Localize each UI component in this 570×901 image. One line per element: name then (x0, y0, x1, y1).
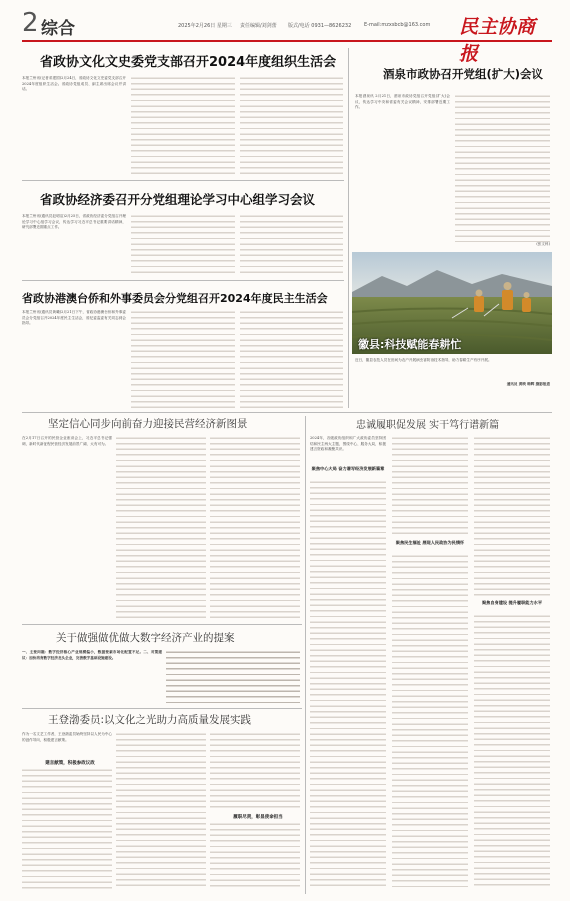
photo-spring-farming (352, 252, 552, 354)
article-7-body-col3 (210, 732, 300, 810)
article-4-body-col2 (131, 310, 235, 410)
article-3-body-col2 (455, 94, 550, 242)
article-2-title: 省政协经济委召开分党组理论学习中心组学习会议 (40, 192, 316, 207)
article-8-title: 忠诚履职促发展 实干笃行谱新篇 (356, 420, 500, 431)
article-4-body-col3 (240, 310, 343, 410)
page-number: 2 (22, 8, 39, 38)
article-1-intro: 本报兰州讯(记者邓建国)2月24日，省政协文化文史委党支部召开2024年度组织生活会。省政协党组成员、副主席出席会议并讲话。 (22, 76, 126, 92)
article-1-body-col3 (240, 76, 343, 176)
article-7-subhead-1: 建言献策，积极参政议政 (45, 761, 95, 766)
article-2-intro: 本报兰州讯(通讯员赵明洁)2月25日，省政协经济委分党组召开理论学习中心组学习会议，传达学习习近平总书记重要讲话精神，研究部署近期重点工作。 (22, 214, 126, 230)
article-8-body-col2b (392, 554, 468, 890)
masthead-rule (22, 40, 552, 42)
article-8-body-col2 (392, 436, 468, 536)
article-1-body-col2 (131, 76, 235, 176)
article-6-body-col2 (166, 650, 300, 706)
article-3-title: 酒泉市政协召开党组(扩大)会议 (383, 67, 544, 81)
article-3-byline: (张文科) (536, 242, 550, 246)
editor-line: 责任编辑/刘剑蕾 (240, 23, 277, 29)
section-title: 综合 (41, 19, 75, 39)
article-2-body-col3 (240, 214, 343, 276)
article-2-body-col2 (131, 214, 235, 276)
article-7-body-col1 (22, 768, 112, 890)
article-8-intro: 2024年，各级政协组织和广大政协委员坚持团结和民主两大主题，围绕中心、服务大局，积极建言资政和凝聚共识。 (310, 436, 386, 452)
article-7-body-col2 (116, 732, 206, 890)
article-8-body-col3b (474, 614, 550, 890)
article-4-title: 省政协港澳台侨和外事委员会分党组召开2024年度民主生活会 (22, 292, 328, 305)
article-8-body-col1 (310, 480, 386, 890)
photo-credit: 通讯员 黄映 韩辉 摄影报道 (506, 382, 550, 386)
phone-line: 版式/电话 0931—8626232 (288, 23, 352, 29)
article-7-intro: 作为一名文艺工作者，王登渤委员始终坚持以人民为中心的创作导向，积极建言献策。 (22, 732, 112, 742)
article-8-subhead-1: 聚焦中心大局 奋力谱写经济发展新篇章 (311, 466, 385, 471)
article-5-body-col2 (116, 436, 206, 620)
article-5-body-col3 (210, 436, 300, 620)
email-line: E-mail:mzxsbcb@163.com (364, 22, 431, 28)
article-6-intro: 一、主要问题：数字经济核心产业规模偏小，数据要素市场化配置不足。二、对策建议：加快培育数字经济龙头企业，完善数字基础设施建设。 (22, 650, 162, 660)
paper-name: 民主协商报 (459, 16, 536, 65)
photo-description: 近日，徽县农技人员在田间为农户开展病虫害防治技术指导，助力春耕生产有序开展。 (355, 358, 492, 362)
article-8-subhead-3: 聚焦自身建设 提升履职能力水平 (481, 600, 543, 605)
article-5-title: 坚定信心同步向前奋力迎接民营经济新图景 (48, 418, 248, 430)
article-7-subhead-2: 履职尽责，彰显使命担当 (233, 815, 283, 820)
date-line: 2025年2月26日 星期三 (178, 23, 232, 29)
photo-caption: 徽县:科技赋能春耕忙 (358, 338, 462, 351)
article-1-title: 省政协文化文史委党支部召开2024年度组织生活会 (40, 55, 337, 70)
article-5-intro: 在2月17日召开的民营企业座谈会上，习近平总书记强调，新时代新征程民营经济发展前景广阔、大有可为。 (22, 436, 112, 446)
article-3-intro: 本报酒泉讯 2月21日，酒泉市政协党组召开党组(扩大)会议，传达学习中央和省委有关会议精神，安排部署近期工作。 (355, 94, 450, 110)
article-4-intro: 本报兰州讯(通讯员黄曦)2月21日下午，省政协港澳台侨和外事委员会分党组召开2024年度民主生活会，省纪委监委有关同志到会指导。 (22, 310, 126, 326)
article-8-body-col3 (474, 436, 550, 596)
article-8-subhead-2: 聚焦民生福祉 展现人民政协为民情怀 (395, 540, 465, 545)
article-7-body-col3b (210, 822, 300, 890)
article-6-title: 关于做强做优做大数字经济产业的提案 (56, 632, 235, 644)
article-7-title: 王登渤委员:以文化之光助力高质量发展实践 (48, 714, 252, 726)
